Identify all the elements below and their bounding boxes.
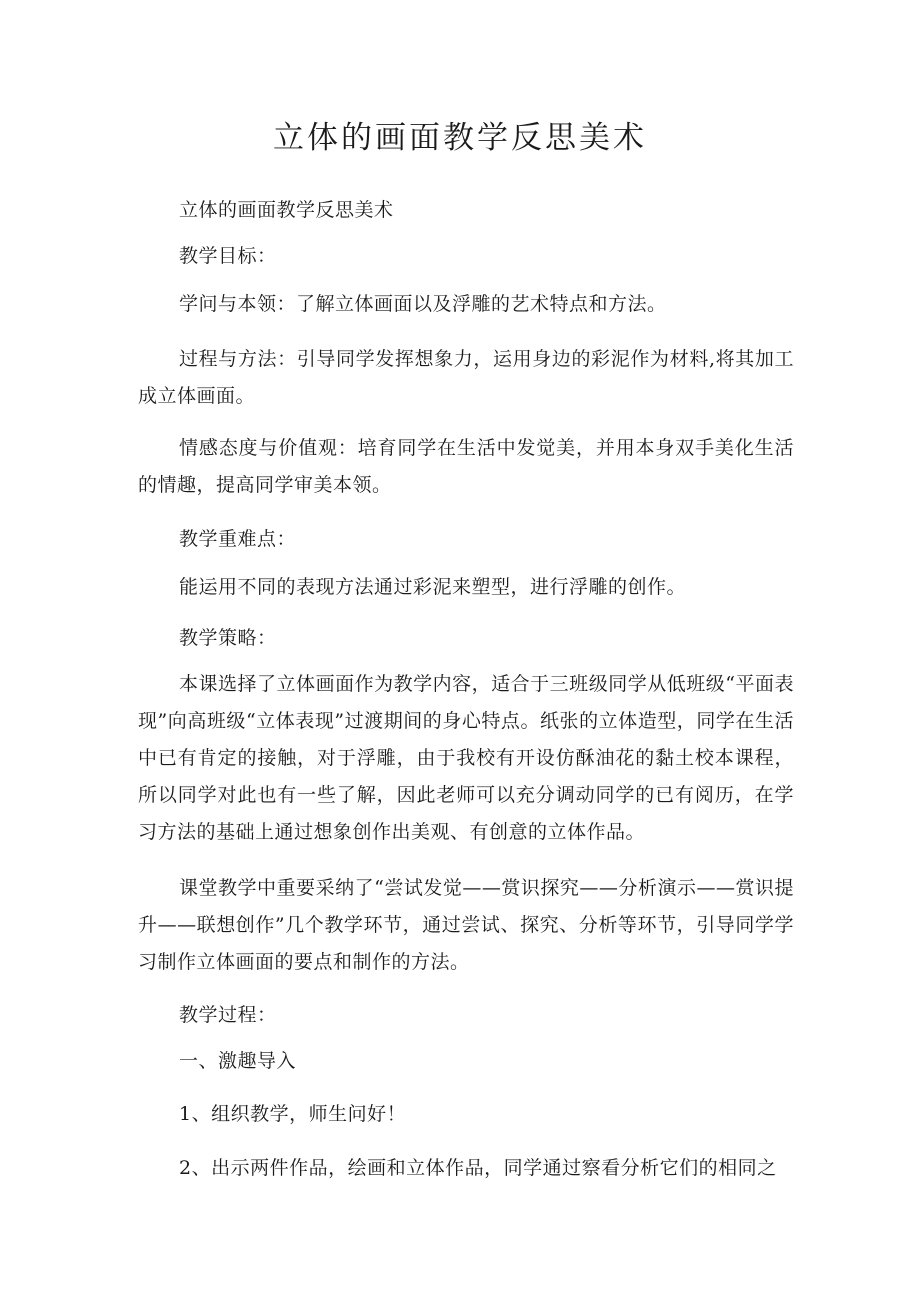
document-title: 立体的画面教学反思美术 bbox=[273, 120, 647, 156]
paragraph-process-methods: 过程与方法：引导同学发挥想象力，运用身边的彩泥作为材料,将其加工成立体画面。 bbox=[138, 348, 794, 407]
paragraph-section-one: 一、激趣导入 bbox=[179, 1050, 297, 1072]
paragraph-strategy-body: 本课选择了立体画面作为教学内容，适合于三班级同学从低班级“平面表现”向高班级“立体表现”过渡期间的身心特点。纸张的立体造型，同学在生活中已有肯定的接触，对于浮雕，由于我校有开设仿酥油花的黏土校本课程，所以同学对此也有一些了解，因此老师可以充分调动同学的已有阅历，在学习方法的基础上通过想象创作出美观、有创意的立体作品。 bbox=[138, 673, 794, 843]
paragraph-key-difficulties: 能运用不同的表现方法通过彩泥来塑型，进行浮雕的创作。 bbox=[179, 576, 687, 598]
paragraph-process-heading: 教学过程： bbox=[179, 1004, 277, 1026]
paragraph-key-difficulties-heading: 教学重难点： bbox=[179, 528, 297, 550]
paragraph-knowledge-skills: 学问与本领：了解立体画面以及浮雕的艺术特点和方法。 bbox=[179, 293, 667, 315]
paragraph-classroom-approach: 课堂教学中重要采纳了“尝试发觉——赏识探究——分析演示——赏识提升——联想创作”几个教学环节，通过尝试、探究、分析等环节，引导同学学习制作立体画面的要点和制作的方法。 bbox=[138, 877, 794, 973]
paragraph-strategy-heading: 教学策略： bbox=[179, 627, 277, 649]
paragraph-teaching-goals-heading: 教学目标： bbox=[179, 245, 277, 267]
paragraph-step-two: 2、出示两件作品，绘画和立体作品，同学通过察看分析它们的相同之 bbox=[179, 1157, 777, 1179]
paragraph-subtitle: 立体的画面教学反思美术 bbox=[179, 199, 394, 221]
paragraph-step-one: 1、组织教学，师生问好！ bbox=[179, 1103, 407, 1125]
paragraph-emotion-values: 情感态度与价值观：培育同学在生活中发觉美，并用本身双手美化生活的情趣，提高同学审美本领。 bbox=[138, 437, 794, 496]
